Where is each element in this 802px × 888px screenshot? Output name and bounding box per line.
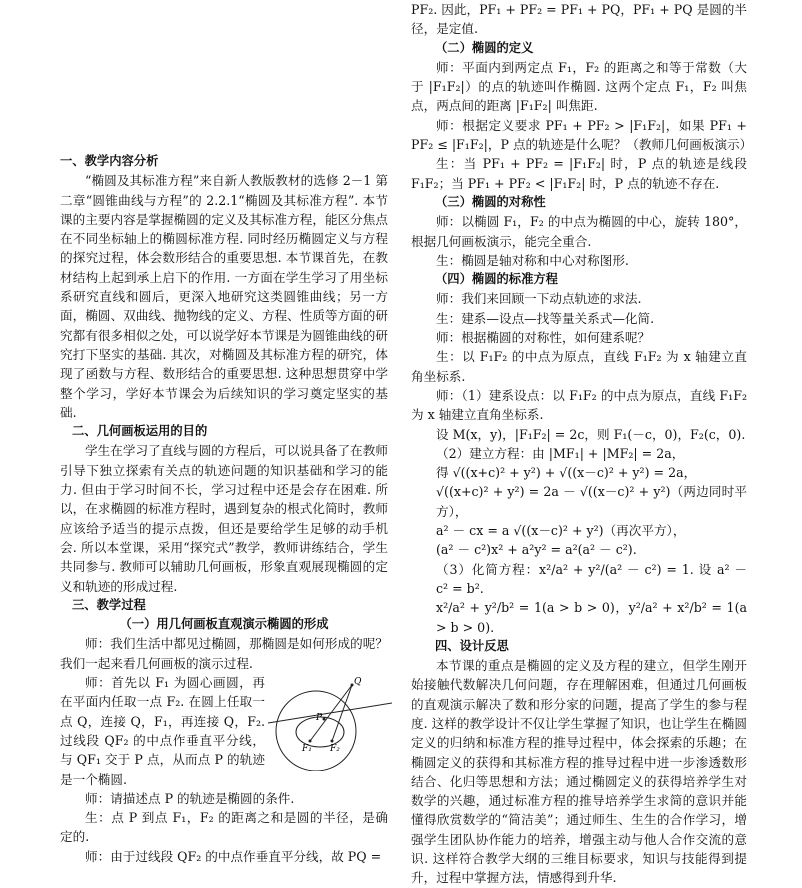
paragraph: 师：（1）建系设点：以 F₁F₂ 的中点为原点，直线 F₁F₂ 为 x 轴建立直角坐标系. — [411, 387, 747, 423]
left-column — [60, 152, 388, 866]
section-heading-1: 一、教学内容分析 — [60, 154, 159, 168]
label-f1: F₁ — [302, 744, 312, 755]
perpendicular-bisector — [268, 703, 392, 723]
paragraph: 师：根据定义要求 PF₁ + PF₂ > |F₁F₂|，如果 PF₁ + PF₂ ≤ |F₁F₂|，P 点的轨迹是什么呢？（教师几何画板演示） — [411, 117, 753, 153]
right-column — [411, 0, 753, 888]
label-q: Q — [354, 677, 362, 688]
paragraph: 生：椭圆是轴对称和中心对称图形. — [436, 252, 629, 268]
paragraph: 师：根据椭圆的对称性，如何建系呢？ — [436, 330, 651, 346]
label-f2: F₂ — [330, 744, 340, 755]
paragraph: 师：我们来回顾一下动点轨迹的求法. — [436, 291, 642, 307]
paragraph: 师：平面内到两定点 F₁，F₂ 的距离之和等于常数（大于 |F₁F₂|）的点的轨迹叫作椭圆. 这两个定点 F₁，F₂ 叫焦点，两点间的距离 |F₁F₂| 叫焦距. — [411, 59, 747, 114]
paragraph: 师：由于过线段 QF₂ 的中点作垂直平分线，故 PQ = — [85, 848, 382, 864]
subsection-heading: （四）椭圆的标准方程 — [435, 272, 558, 287]
math-line: a² － cx = a √((x－c)² + y²)（再次平方）， — [436, 523, 686, 539]
subsection-heading: （二）椭圆的定义 — [435, 40, 534, 55]
paragraph: 师：以椭圆 F₁，F₂ 的中点为椭圆的中心，旋转 180°，根据几何画板演示，能完全重合. — [411, 214, 747, 249]
paragraph: “椭圆及其标准方程”来自新人教版教材的选修 2－1 第二章“圆锥曲线与方程”的 2.2.1“椭圆及其标准方程”. 本节课的主要内容是掌握椭圆的定义及其标准方程，能区分焦点在不同坐标轴上的椭圆标准方程. 同时经历椭圆定义与方程的探究过程，体会数形结合的重要思想. 本节课首先，在教材结构上起到承上启下的作用. 一方面在学生学习了用坐标系研究直线和圆后，更深入地研究这类圆锥曲线；另一方面，椭圆、双曲线、抛物线的定义、方程、性质等方面的研究都有很多相似之处，可以说学好本节课是为圆锥曲线的研究打下坚实的基础. 其次，对椭圆及其标准方程的研究，体现了函数与方程、数形结合的重要思想. 这种思想贯穿中学整个学习，学好本节课会为后续知识的学习奠定坚实的基础. — [60, 173, 388, 420]
math-line: （3）化简方程：x²/a² + y²/(a² － c²) = 1. 设 a² － c² = b². — [436, 561, 747, 596]
paragraph: 学生在学习了直线与圆的方程后，可以说具备了在教师引导下独立探索有关点的轨迹问题的知识基础和学习的能力. 但由于学习时间不长，学习过程中还是会存在困难. 所以，在求椭圆的标准方程时，遇到复杂的根式化简时，教师应该给予适当的提示点拨，但还是要给学生足够的动手机会. 所以本堂课，采用“探究式”教学，教师讲练结合，学生共同参与. 教师可以辅助几何画板，形象直观展现椭圆的定义和轨迹的形成过程. — [60, 443, 388, 594]
subsection-heading: （三）椭圆的对称性 — [435, 194, 546, 209]
section-heading-4: 四、设计反思 — [435, 638, 509, 653]
label-p: P — [316, 713, 323, 724]
paragraph: 本节课的重点是椭圆的定义及方程的建立，但学生刚开始接触代数解决几何问题，存在理解困难，但通过几何画板的直观演示解决了数和形分家的问题，提高了学生的参与程度. 这样的教学设计不仅让学生掌握了知识，也让学生在椭圆定义的归纳和标准方程的推导过程中，体会探索的乐趣；在椭圆定义的获得和其标准方程的推导过程中进一步渗透数形结合、化归等思想和方法；通过椭圆定义的获得培养学生对数学的兴趣，通过标准方程的推导培养学生求简的意识并能懂得欣赏数学的“简洁美”；通过师生、生生的合作学习，增强学生团队协作能力的培养，增强主动与他人合作交流的意识. 这样符合教学大纲的三维目标要求，知识与技能得到提升，过程中掌握方法，情感得到升华. — [411, 658, 747, 886]
figure-block — [60, 673, 388, 789]
paragraph: 生：当 PF₁ + PF₂ = |F₁F₂| 时，P 点的轨迹是线段 F₁F₂；当 PF₁ + PF₂ < |F₁F₂| 时，P 点的轨迹不存在. — [411, 156, 747, 191]
section-heading-2: 二、几何画板运用的目的 — [72, 424, 208, 439]
point-f1 — [309, 740, 312, 743]
math-line: x²/a² + y²/b² = 1(a > b > 0)，y²/a² + x²/b² = 1(a > b > 0). — [436, 600, 747, 635]
paragraph: 生：点 P 到点 F₁，F₂ 的距离之和是圆的半径，是确定的. — [60, 810, 388, 845]
section-heading-3: 三、教学过程 — [72, 597, 146, 612]
paragraph: 生：以 F₁F₂ 的中点为原点，直线 F₁F₂ 为 x 轴建立直角坐标系. — [411, 349, 747, 384]
segment-qf2 — [332, 685, 352, 741]
paragraph: 师：请描述点 P 的轨迹是椭圆的条件. — [85, 790, 295, 806]
paragraph: 师：首先以 F₁ 为圆心画圆，再在平面内任取一点 F₂. 在圆上任取一点 Q，连接 Q，F₁，再连接 Q，F₂. 过线段 QF₂ 的中点作垂直平分线，与 QF₁ 交于 P 点，从而点 P 的轨迹是一个椭圆. — [60, 675, 265, 787]
math-line: 设 M(x，y)，|F₁F₂| = 2c，则 F₁(－c，0)，F₂(c，0). — [436, 426, 746, 442]
ellipse-diagram — [266, 675, 394, 771]
point-p — [323, 718, 326, 721]
paragraph: 生：建系—设点—找等量关系式—化简. — [436, 310, 655, 326]
subsection-heading: （一）用几何画板直观演示椭圆的形成 — [119, 617, 329, 632]
math-line: 得 √((x+c)² + y²) + √((x－c)² + y²) = 2a， — [436, 465, 697, 481]
paragraph: 师：我们生活中都见过椭圆，那椭圆是如何形成的呢？我们一起来看几何画板的演示过程. — [60, 636, 388, 671]
math-line: √((x+c)² + y²) = 2a － √((x－c)² + y²)（两边同时平方）， — [436, 484, 747, 519]
math-line: (a² － c²)x² + a²y² = a²(a² － c²). — [436, 542, 637, 558]
point-f2 — [331, 740, 334, 743]
math-line: （2）建立方程：由 |MF₁| + |MF₂| = 2a， — [436, 445, 685, 461]
paragraph: PF₂. 因此，PF₁ + PF₂ = PF₁ + PQ，PF₁ + PQ 是圆的半径，是定值. — [411, 2, 747, 37]
